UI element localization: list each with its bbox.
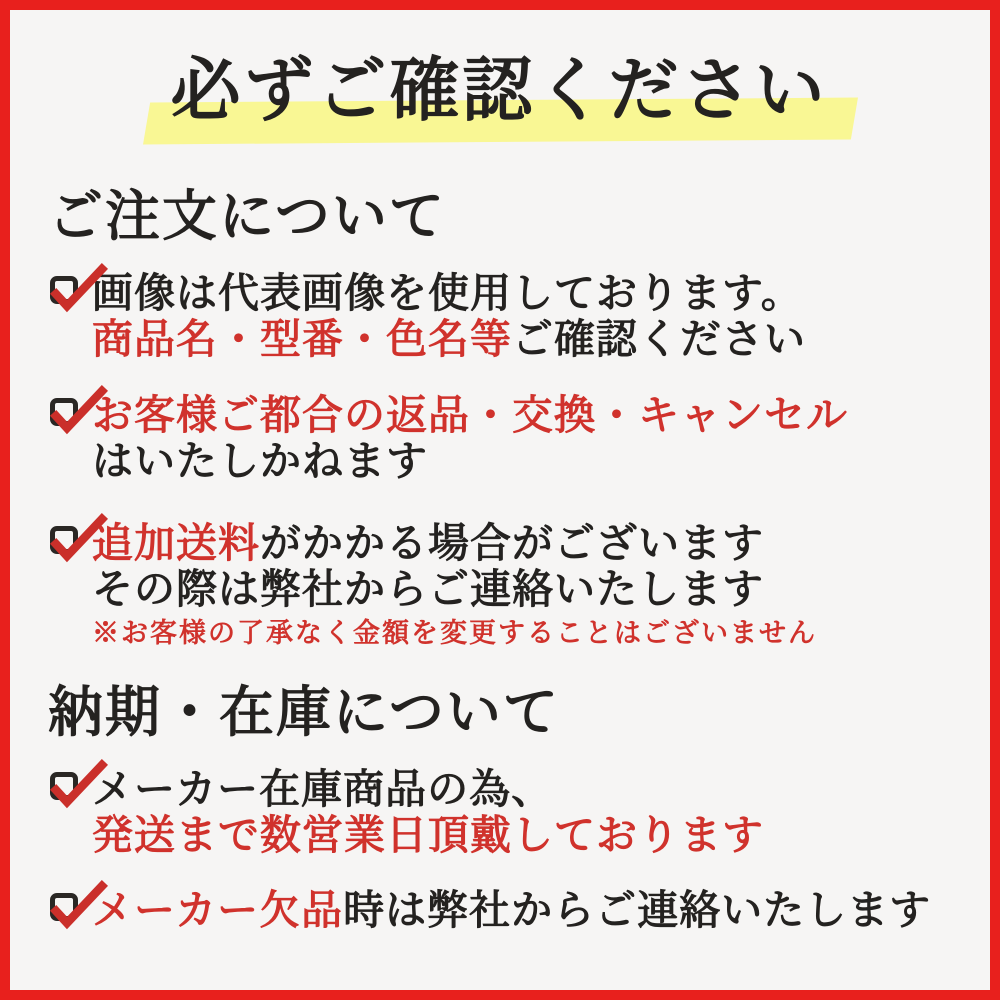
item-line [92,766,764,812]
text-segment: お客様ご都合の返品・交換・キャンセル [92,392,848,438]
checkbox-icon [50,398,78,426]
text-segment: 発送まで数営業日頂戴しております [92,812,764,858]
check-mark-icon [51,514,107,566]
text-segment: その際は弊社からご連絡いたします [92,566,764,612]
page-title-text: 必ずご確認ください [170,53,828,130]
text-segment: メーカー在庫商品の為、 [92,766,554,812]
text-segment: 追加送料 [92,520,260,566]
item-text [92,887,931,933]
checkbox-icon [50,893,78,921]
item-line [92,812,764,858]
check-mark-icon [51,386,107,438]
item-note [92,616,817,650]
item-text [92,766,764,858]
text-segment: がかかる場合がございます [260,520,764,566]
checkbox-icon [50,276,78,304]
text-segment: メーカー欠品 [92,887,344,933]
check-mark-icon [51,881,107,933]
item-line [92,270,806,316]
checklist-item-extra-shipping [48,520,950,650]
item-text [92,392,848,484]
item-text [92,270,806,362]
checklist-item-maker-shortage [48,887,950,933]
page-title [171,48,828,136]
check-mark-icon [51,760,107,812]
text-segment: 画像は代表画像を使用しております。 [92,270,803,316]
text-segment: 商品名・型番・色名等 [92,316,512,362]
title-area [48,48,950,136]
text-segment: ご確認ください [512,316,806,362]
item-line [92,316,806,362]
item-line [92,520,817,566]
text-segment: ※お客様の了承なく金額を変更することはございません [92,618,817,648]
text-segment: はいたしかねます [92,438,428,484]
item-line [92,438,848,484]
checkbox-icon [50,526,78,554]
item-line [92,392,848,438]
check-mark-icon [51,264,107,316]
section-heading-orders: ご注文について [48,186,446,247]
item-line [92,566,817,612]
checklist-item-representative-image [48,270,950,362]
item-line [92,887,931,933]
checklist-item-returns [48,392,950,484]
text-segment: 時は弊社からご連絡いたします [343,887,932,933]
checkbox-icon [50,772,78,800]
section-heading-delivery-stock: 納期・在庫について [48,682,560,743]
checklist-item-maker-stock [48,766,950,858]
item-text [92,520,817,650]
